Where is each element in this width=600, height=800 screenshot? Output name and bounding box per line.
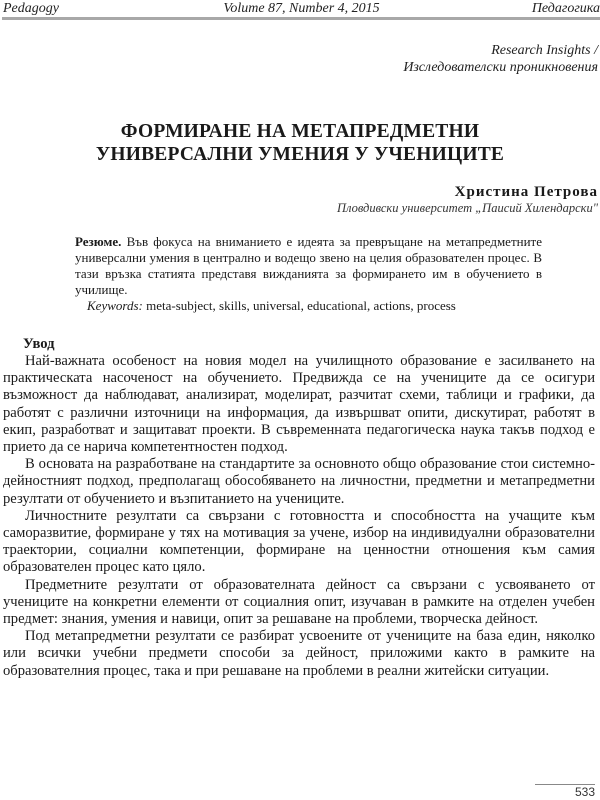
body-paragraph: Най-важната особеност на новия модел на училищното образование е засилването на практическата насоченост на обучението. Предвижда се на учениците да се осигури възможност да наблюдават, анализират, моделират, разчитат схеми, таблици и графики, да работят с различни източници на информация, да извършват опити, дискутират, работят в екип, разработват и защитават проекти. В съвременната педагогическа наука такъв подход е прието да се нарича компетентностен подход.: [3, 353, 595, 456]
article-body: [3, 336, 595, 680]
keywords-text: meta-subject, skills, universal, educational, actions, process: [142, 298, 456, 313]
volume-info: Volume 87, Number 4, 2015: [223, 1, 380, 16]
keywords-label: Keywords:: [87, 298, 143, 313]
title-line-1: ФОРМИРАНЕ НА МЕТАПРЕДМЕТНИ: [120, 121, 480, 142]
section-heading-intro: Увод: [23, 336, 55, 352]
header-rule: [2, 17, 600, 20]
section-label-en: Research Insights /: [491, 43, 598, 58]
journal-name: Pedagogy: [3, 1, 59, 16]
author-name: Христина Петрова: [454, 184, 598, 200]
body-paragraph: Под метапредметни резултати се разбират усвоените от учениците на база един, няколко или всички учебни предмети способи за дейност, приложими както в рамките на образователния процес, така и при решаване на проблеми в реални житейски ситуации.: [3, 628, 595, 679]
abstract: [75, 234, 542, 314]
author-block: [337, 184, 598, 216]
section-label-bg: Изследователски проникновения: [403, 60, 598, 75]
author-affiliation: Пловдивски университет „Паисий Хилендарски": [336, 201, 598, 215]
page-number: 533: [574, 785, 595, 799]
running-header: [3, 0, 600, 16]
body-paragraph: Личностните резултати са свързани с готовността и способността на учащите към саморазвитие, формиране у тях на мотивация за учене, избор на индивидуални образователни траектории, социални компетенции, формиране на ценностни отношения към самия образователен процес като цяло.: [3, 507, 595, 576]
keywords-line: [75, 298, 542, 314]
journal-name-bg: Педагогика: [531, 1, 600, 16]
article-title: [0, 120, 600, 166]
abstract-label: Резюме.: [75, 234, 122, 249]
title-line-2: УНИВЕРСАЛНИ УМЕНИЯ У УЧЕНИЦИТЕ: [95, 144, 505, 165]
abstract-paragraph: [75, 234, 542, 298]
section-label: [403, 42, 598, 76]
abstract-text: Във фокуса на вниманието е идеята за превръщане на метапредметните универсални умения в централно и водещо звено на целия образователен процес. В тази връзка статията представя вижданията за формирането им в обучението в училище.: [75, 234, 542, 297]
body-paragraph: В основата на разработване на стандартите за основното общо образование стои системно-дейностният подход, предполагащ обособяването на личностни, предметни и метапредметни резултати от обучението и възпитанието на учениците.: [3, 456, 595, 507]
body-paragraph: Предметните резултати от образователната дейност са свързани с усвояването от учениците на конкретни елементи от социалния опит, изучаван в рамките на отделен учебен предмет: знания, умения и навици, опит за решаване на проблеми, творческа дейност.: [3, 576, 595, 628]
